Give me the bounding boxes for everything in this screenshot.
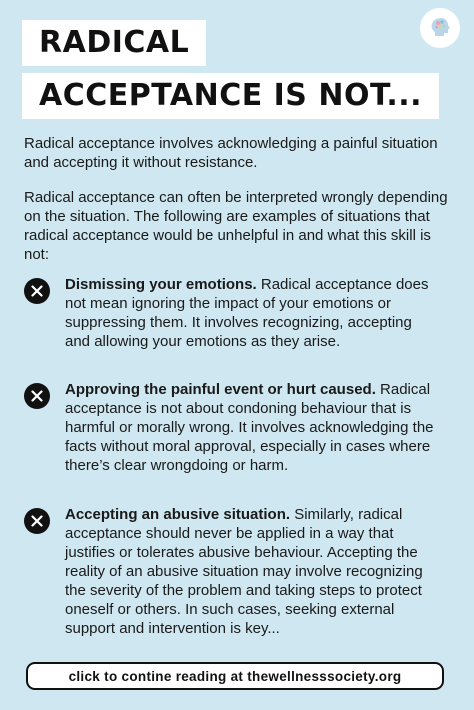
title-line-1: RADICAL [22, 20, 206, 66]
brain-head-icon [420, 8, 460, 48]
x-circle-icon [24, 278, 50, 304]
list-item-title: Dismissing your emotions. [65, 276, 257, 293]
list-item-body: Radical acceptance does not mean ignoring the impact of your emotions or suppressing them. It involves recognizing, accepting and allowing your emotions as they arise. [65, 276, 429, 350]
list-item-body: Similarly, radical acceptance should never be applied in a way that justifies or tolerates abusive behaviour. Accepting the reality of an abusive situation may involve recognizing the severity of the problem and taking steps to protect oneself or others. In such cases, seeking external support and intervention is key... [65, 506, 423, 637]
continue-reading-button[interactable]: click to contine reading at thewellnesssociety.org [26, 662, 444, 690]
list-item-text [65, 505, 437, 638]
x-circle-icon [24, 508, 50, 534]
list-item-title: Accepting an abusive situation. [65, 506, 291, 523]
list-item-text [65, 275, 437, 351]
list-item-text [65, 380, 437, 475]
intro-paragraph-1: Radical acceptance involves acknowledging a painful situation and accepting it without resistance. [24, 135, 438, 171]
title-line-2: ACCEPTANCE IS NOT... [22, 73, 439, 119]
intro-paragraph-2: Radical acceptance can often be interpreted wrongly depending on the situation. The following are examples of situations that radical acceptance would be unhelpful in and what this skill is not: [24, 189, 448, 263]
x-circle-icon [24, 383, 50, 409]
list-item-body: Radical acceptance is not about condoning behaviour that is harmful or morally wrong. It involves acknowledging the facts without moral approval, especially in cases where there’s clear wrongdoing or harm. [65, 381, 434, 474]
list-item-title: Approving the painful event or hurt caused. [65, 381, 376, 398]
